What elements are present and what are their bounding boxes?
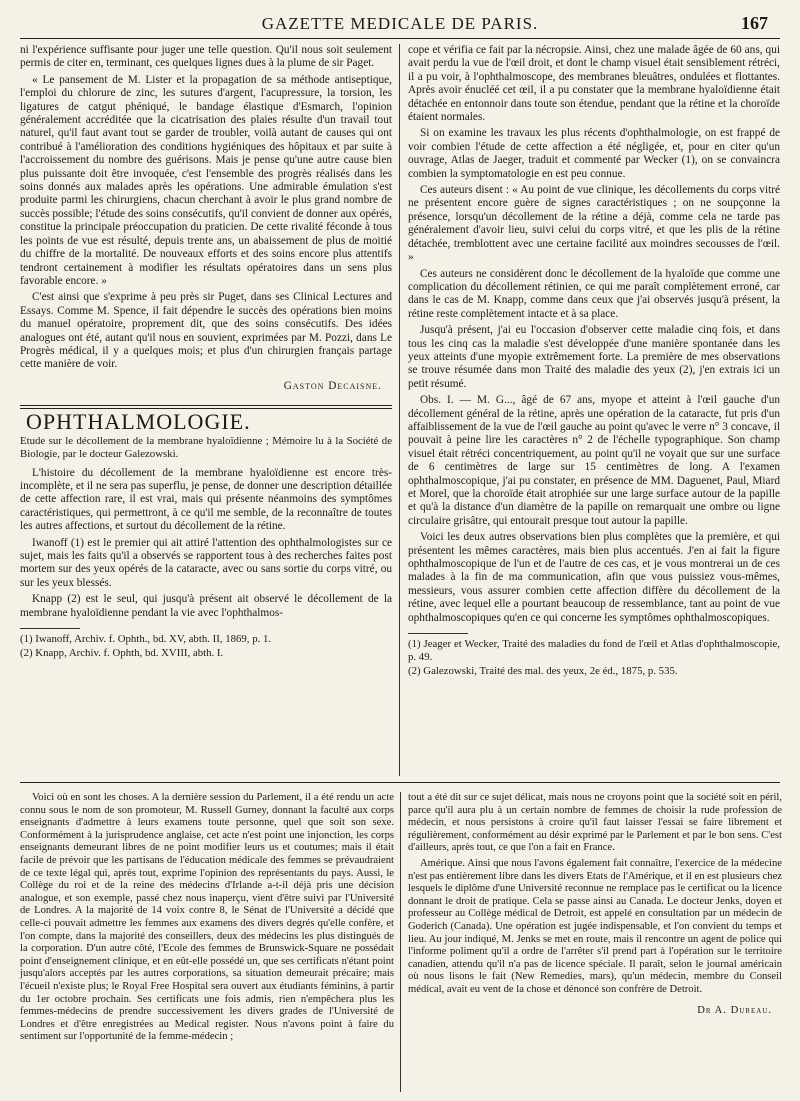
paragraph: Jusqu'à présent, j'ai eu l'occasion d'observer cette maladie cinq fois, et dans tous les cinq cas la maladie s'est développée d'une manière spontanée dans les yeux atteints d'une myopie extrêmement forte. La première de mes observations se trouve résumée dans mon Traité des maladie des yeux (2), j'en extrais ici un petit résumé. bbox=[408, 324, 780, 390]
paragraph: Voici où en sont les choses. A la dernière session du Parlement, il a été rendu un acte connu sous le nom de son promoteur, M. Russell Gurney, donnant la faculté aux corps enseignants d'admettre à leurs examens toute personne, quel que soit son sexe. Conformément à la jurisprudence anglaise, cet acte n'est point une injonction, les corps enseignants demeurant libres de ne point modifier leurs us et coutumes; mais il était facile de prévoir que les partisans de l'éducation médicale des femmes se prévaudraient de ce texte légal qui, après tout, exprime l'opinion des représentants du pays. Aussi, le Collège du roi et de la reine des médecins d'Irlande a-t-il déjà pris une décision analogue, et son exemple, passé chez nous inaperçu, vient d'être suivi par l'Université de Londres. A la majorité de 14 voix contre 8, le Sénat de l'Université a décidé que celle-ci pouvait admettre les femmes aux examens des divers degrés qu'elle confère, et l'on compte, dans la majorité des conseillers, deux des médecins les plus distingués de la corporation. D'un autre côté, l'Ecole des femmes de Brunswick-Square ne possédait point d'enseignement clinique, et en eût-elle possédé un, que ses certificats n'étant point jusqu'alors acceptés par les autres corporations, sa situation demeurait précaire; mais l'écueil n'existe plus; le Royal Free Hospital sera ouvert aux étudiants féminins, à partir du 1er octobre prochain. Ses certificats une fois admis, rien n'empêchera plus les femmes-médecins de prendre successivement les divers grades de l'Université de Londres et d'être enregistrées au Medical register. Nous n'avons point à faire du sentiment sur l'opportunité de la femme-médecin ; bbox=[20, 792, 394, 1043]
paragraph: tout a été dit sur ce sujet délicat, mais nous ne croyons point que la société soit en péril, parce qu'il aura plu à un certain nombre de femmes de choisir la rude profession de médecin, et nous persistons à croire qu'il faut laisser l'essai se faire librement et régulièrement, conformément au désir exprimé par le Parlement et par le bon sens. C'est d'ailleurs, après tout, ce que l'on a fait en France. bbox=[408, 792, 782, 854]
footnote-rule bbox=[20, 628, 80, 629]
paragraph: L'histoire du décollement de la membrane hyaloïdienne est encore très-incomplète, et il ne sera pas superflu, je pense, de donner une description détaillée de cette affection rare, il est vrai, mais qui présente néanmoins des symptômes caractéristiques, qui permettront, à ce qu'il me semble, de la reconnaître de toutes les autres affections, et surtout du décollement de la rétine. bbox=[20, 466, 392, 533]
paragraph: « Le pansement de M. Lister et la propagation de sa méthode antiseptique, l'emploi du chlorure de zinc, les sutures d'argent, l'acupressure, la torsion, les ligatures de catgut phéniqué, le bandage élastique d'Esmarch, l'opinion généralement accréditée que la cicatrisation des plaies résulte d'un travail tout naturel, qu'il faut avant tout se garder de troubler, voilà autant de causes qui ont contribué à l'amélioration des conditions hygiéniques des hôpitaux et par suite à l'accroissement du nombre des guérisons. Mais je pense qu'une autre cause bien plus puissante doit être invoquée, c'est l'ensemble des progrès réalisés dans les soins donnés aux malades après les opérations. Une admirable émulation s'est produite parmi les chirurgiens, chacun cherchant à avoir le plus grand nombre de succès possible; l'étude des soins consécutifs, qu'il convient de donner aux opérés, constitue la principale préoccupation du praticien. De cette rivalité féconde à tous les points de vue est résulté, depuis trente ans, un abaissement de plus de moitié du chiffre de la mortalité. De nouveaux efforts et des soins encore plus attentifs tendront certainement à modifier les résultats opératoires dans un sens plus favorable encore. » bbox=[20, 73, 392, 287]
lower-section bbox=[20, 792, 780, 1092]
paragraph: ni l'expérience suffisante pour juger une telle question. Qu'il nous soit seulement permis de citer en, terminant, ces quelques lignes dues à la plume de sir Paget. bbox=[20, 44, 392, 70]
section-divider-horizontal bbox=[20, 782, 780, 783]
footnote: (2) Galezowski, Traité des mal. des yeux, 2e éd., 1875, p. 535. bbox=[408, 665, 678, 678]
page-header bbox=[20, 12, 780, 39]
lower-right-column bbox=[408, 792, 782, 1017]
paragraph: Knapp (2) est le seul, qui jusqu'à présent ait observé le décollement de la membrane hyaloïdienne pendant la vie avec l'ophthalmos- bbox=[20, 593, 392, 619]
column-divider bbox=[399, 44, 400, 776]
lower-left-column bbox=[20, 792, 394, 1047]
footnote: (2) Knapp, Archiv. f. Ophth, bd. XVIII, abth. I. bbox=[20, 647, 224, 660]
section-title: OPHTHALMOLOGIE. bbox=[26, 409, 251, 435]
upper-section bbox=[20, 44, 780, 776]
footnote-rule bbox=[408, 633, 468, 634]
paragraph: Obs. I. — M. G..., âgé de 67 ans, myope et atteint à l'œil gauche d'un décollement général de la rétine, après une opération de la cataracte, fut pris d'un affaiblissement de la vue de l'œil gauche au point qu'avec le verre n° 3 concave, il pouvait à peine lire les caractères n° 2 de l'échelle typographique. Son champ visuel était rétréci concentriquement, au point qu'il ne voyait que sur une surface de 6 centimètres de large sur 15 centimètres de long. A l'examen ophthalmoscopique, j'ai pu constater, en présence de MM. Daguenet, Paul, Miard et Morel, que la choroïde était atrophiée sur une large surface autour de la papille et qu'à la distance d'un diamètre de la papille on remarquait une ombre ou ligne circulaire grisâtre, qui entourait presque tout autour la papille. bbox=[408, 394, 780, 527]
journal-title: GAZETTE MEDICALE DE PARIS. bbox=[261, 14, 539, 33]
footnote: (1) Iwanoff, Archiv. f. Ophth., bd. XV, abth. II, 1869, p. 1. bbox=[20, 633, 272, 646]
paragraph: cope et vérifia ce fait par la nécropsie. Ainsi, chez une malade âgée de 60 ans, qui avait perdu la vue de l'œil droit, et dont le champ visuel était sensiblement rétréci, il a pu voir, à l'ophthalmoscope, des membranes bleuâtres, ondulées et flottantes. Après avoir énucléé cet œil, il a pu constater que la membrane hyaloïdienne était détachée en entonnoir dans toute son étendue, pendant que la rétine et la choroïde étaient normales. bbox=[408, 44, 780, 124]
footnotes bbox=[20, 633, 392, 660]
paragraph: Iwanoff (1) est le premier qui ait attiré l'attention des ophthalmologistes sur ce sujet, mais les faits qu'il a observés se rapportent tous à des recherches faites post mortem sur des yeux opérés de la cataracte, avec ou sans sortie du corps vitré, ou sur les yeux blessés. bbox=[20, 536, 392, 589]
paragraph: Amérique. Ainsi que nous l'avons également fait connaître, l'exercice de la médecine n'est pas entièrement libre dans les divers Etats de l'Amérique, et il en est plusieurs chez lesquels le diplôme d'une Université reconnue ne remplace pas le certificat ou la licence donnant le droit de pratique. Cela se passe ainsi au Canada. Le docteur Jenks, doyen et professeur au Collège médical de Detroit, est appelé en consultation par un médecin de Goderich (Canada). Une opération est jugée indispensable, et l'on convient du temps et lieu. Au jour indiqué, M. Jenks se met en route, mais il rencontre un agent de police qui l'informe poliment qu'il a ordre de l'arrêter s'il prend part à l'opération sur le territoire canadien, attendu qu'il n'a pas de licence spéciale. Il paraît, selon le journal américain où nous lisons le fait (New Remedies, mars), qu'un médecin, membre du Conseil médical, avait eu vent de la chose et dénoncé son confrère de Detroit. bbox=[408, 857, 782, 995]
article-subtitle: Etude sur le décollement de la membrane hyaloïdienne ; Mémoire lu à la Société de Biologie, par le docteur Galezowski. bbox=[20, 434, 392, 460]
paragraph: Voici les deux autres observations bien plus complètes que la première, et qui présentent les mêmes caractères, mais bien plus accentués. J'en ai fait la figure ophthalmoscopique de l'un et de l'autre de ces cas, et je vous montrerai un de ces malades à la fin de ma communication, afin que vous puissiez vous-mêmes, messieurs, vous assurer combien cette affection diffère du décollement de la rétine, avec lequel elle a pourtant beaucoup de ressemblance, tant au point de vue ophthalmoscopiques qu'en ce qui concerne les symptômes ophthalmoscopiques. bbox=[408, 531, 780, 624]
paragraph: Ces auteurs ne considèrent donc le décollement de la hyaloïde que comme une complication du décollement rétinien, ce qui me paraît complètement erroné, car dans le cas de M. Knapp, comme dans ceux que j'ai observés jusqu'à présent, la rétine reste complètement intacte et à sa place. bbox=[408, 267, 780, 320]
paragraph: Si on examine les travaux les plus récents d'ophthalmologie, on est frappé de voir combien l'étude de cette affection a été négligée, et, pour en citer qu'un ouvrage, Atlas de Jaeger, traduit et commenté par Wecker (1), on se convaincra combien la symptomatologie en est peu connue. bbox=[408, 127, 780, 180]
author-signature: Dr A. Dureau. bbox=[697, 1004, 772, 1016]
left-column bbox=[20, 44, 392, 661]
right-column bbox=[408, 44, 780, 679]
column-divider bbox=[400, 792, 401, 1092]
author-signature: Gaston Decaisne. bbox=[283, 379, 382, 392]
paragraph: Ces auteurs disent : « Au point de vue clinique, les décollements du corps vitré ne présentent encore guère de signes caractéristiques ; on ne soupçonne la présence, lorsqu'un décollement de la rétine a déjà, comme cela ne tarde pas généralement d'avoir lieu, suivi celui du corps vitré, et que les plis de la rétine détachée, tremblottent avec une certaine facilité aux moindres secousses de l'œil. » bbox=[408, 184, 780, 264]
footnote: (1) Jeager et Wecker, Traité des maladies du fond de l'œil et Atlas d'ophthalmoscopie, p. 49. bbox=[408, 638, 780, 664]
footnotes bbox=[408, 638, 780, 678]
page-number: 167 bbox=[741, 13, 768, 33]
paragraph: C'est ainsi que s'exprime à peu près sir Puget, dans ses Clinical Lectures and Essays. Comme M. Spence, il fait dépendre le succès des opérations bien moins du manuel opératoire, proprement dit, que des soins consécutifs. Des idées analogues ont été, autant qu'il nous en souvient, exprimées par M. Pozzi, dans Le Progrès médical, il y a quelques mois; et plus d'un chirurgien français partage cette manière de voir. bbox=[20, 291, 392, 371]
